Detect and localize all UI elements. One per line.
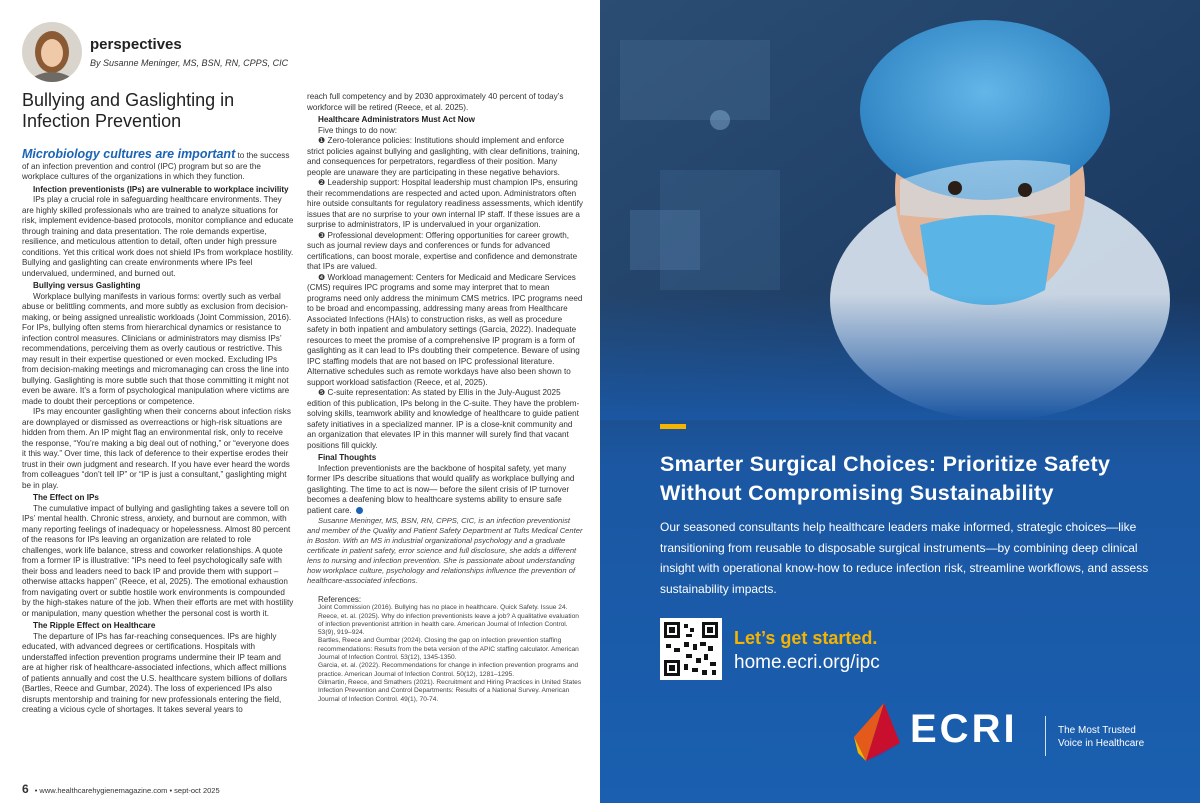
section-heading: Final Thoughts — [318, 453, 377, 462]
references-heading: References: — [318, 595, 362, 604]
logo-divider — [1045, 716, 1046, 756]
final-text: Infection preventionists are the backbone of hospital safety, yet many former IPs describe situations that would qualify as workplace bullying and gaslighting. The time to act is now— before the silent crisis of IP turnover becomes a deafening blow to healthcare systems ability to ensure safe patient care. — [307, 463, 575, 515]
ad-headline: Smarter Surgical Choices: Prioritize Safety Without Compromising Sustainability — [660, 452, 1111, 505]
list-item: ❸ Professional development: Offering opportunities for career growth, such as journal review days and conferences or funds for advanced certifications, can boost morale, expertise and confidence and demonstrate that IPs are valued. — [307, 230, 578, 271]
page-number: 6 — [22, 782, 29, 796]
byline: By Susanne Meninger, MS, BSN, RN, CPPS, CIC — [90, 58, 289, 68]
tagline-line-1: The Most Trusted — [1058, 725, 1136, 736]
ad-url-link[interactable]: home.ecri.org/ipc — [734, 652, 880, 673]
footer-text: • www.healthcarehygienemagazine.com • sept-oct 2025 — [34, 786, 220, 795]
accent-bar — [660, 424, 686, 429]
author-avatar — [22, 22, 82, 82]
list-item: ❷ Leadership support: Hospital leadership must champion IPs, ensuring their recommendations are respected and acted upon. Administrators often hire outside consultants for regulatory readiness assessments, which identify issues that are no surprise to your own internal IP staff. If these issues are a surprise to administrators, IP is undervalued in your organization. — [307, 178, 583, 229]
paragraph: Workplace bullying manifests in various forms: overtly such as verbal abuse or belittling comments, and more subtly as exclusion from decision-making, or being assigned unrealistic workloads (Joint Commission, 2016). For IPs, bullying often stems from hierarchical dynamics or resistance to infection control measures. Clinicians or administrators may dismiss IPs’ recommendations, perceiving them as overly cautious or restrictive. This may result in their expertise questioned or even mocked. Excluding IPs from decision-making meetings and micromanaging can cross the line into bullying. Gaslighting is more subtle such that those committing it might not even be aware. It’s a form of psychological manipulation where victims are made to doubt their perceptions or competence. — [22, 291, 292, 406]
section-heading: The Ripple Effect on Healthcare — [33, 621, 156, 630]
end-mark-icon — [356, 507, 363, 514]
paragraph: The departure of IPs has far-reaching consequences. IPs are highly educated, with advanced degrees or certifications. Hospitals with understaffed infection prevention programs undermine their IP team and are at higher risk of healthcare-associated infections, which affect millions of patients annually and cost the U.S. healthcare system billions of dollars (Bartles, Reece and Gumbar, 2024). The loss of experienced IPs also disrupts mentorship and training for new professionals entering the field, creating a vicious cycle of shortages. It takes several years to — [22, 631, 288, 714]
advertisement-page — [600, 0, 1200, 803]
section-heading: The Effect on IPs — [33, 493, 99, 502]
page-footer — [22, 782, 220, 796]
paragraph: Five things to do now: — [318, 125, 398, 135]
reference-item: Gilmartin, Reece, and Smathers (2021). Recruitment and Hiring Practices in United States Infection Prevention and Control Departments: Results of a National Survey. American Journal of Infection Control. 49(1), 70-74. — [318, 678, 582, 703]
lead-emphasis: Microbiology cultures are important — [22, 147, 236, 161]
tagline-line-2: Voice in Healthcare — [1058, 738, 1145, 749]
list-item: ❺ C-suite representation: As stated by Ellis in the July-August 2025 edition of this publication, IPs belong in the C-suite. They have the problem-solving skills, teamwork ability and knowledge of healthcare to guide patient safety initiatives in a specialized manner. IP is a close-knit community and an organization that elevates IP in this manner will surely find that vacant positions fill quickly. — [307, 388, 580, 450]
article-column-2 — [307, 92, 583, 704]
paragraph: IPs may encounter gaslighting when their concerns about infection risks are downplayed or dismissed as overreactions or high-risk situations are hidden from them. An IP might flag an environmental risk, only to receive the response, “You’re making a big deal out of nothing,” or “everyone does it this way.” Over time, this lack of deference to their expertise erodes their trust in their own judgment and research. If you have ever heard the words from colleagues “don’t tell IP” or “IP is just a consultant,” gaslighting might be in play. — [22, 407, 291, 490]
references — [307, 596, 583, 704]
cta-text: Let’s get started. — [734, 628, 878, 648]
lead-rest: to the success of an infection prevention and control (IPC) program but so are the workplace cultures of the organizations in which they function. — [22, 151, 290, 181]
ecri-logo-text: ECRI — [910, 707, 1018, 751]
paragraph: The cumulative impact of bullying and gaslighting takes a severe toll on IPs’ mental health. Chronic stress, anxiety, and burnout are common, with many reporting feelings of inadequacy or hopelessness. Almost 80 percent of the reasons for IPs leaving an organization are related to role challenges, work life balance, stress and coworker relationships. A quote from a former IP is illustrative: “IPs need to feel psychologically safe with their boss and leaders need to back IP and provide them with support – otherwise attacks happen” (Reece, et al, 2025). The emotional exhaustion from navigating overt or subtle hostile work environments is compounded by the high-stakes nature of the job. When their efforts are met with hostility or manipulation, many question whether the personal cost is worth it. — [22, 503, 294, 618]
paragraph: reach full competency and by 2030 approximately 40 percent of today’s workforce will be retired (Reece, et al. 2025). — [307, 92, 564, 112]
author-bio: Susanne Meninger, MS, BSN, RN, CPPS, CIC, is an infection preventionist and member of the Quality and Patient Safety Department at Tufts Medical Center in Boston. With an MS in industrial organizational psychology and a graduate certificate in patient safety, error science and full disclosure, she adds a different lens to nursing and infection prevention. She is passionate about understanding how workplace culture, psychology and relationships influence the prevention of healthcare-associated infections. — [307, 516, 583, 585]
lead-paragraph — [22, 149, 294, 183]
article-title: Bullying and Gaslighting in Infection Prevention — [22, 90, 235, 131]
section-heading: Infection preventionists (IPs) are vulnerable to workplace incivility — [33, 184, 289, 194]
section-heading: Bullying versus Gaslighting — [33, 281, 141, 290]
ad-hero-image — [600, 0, 1200, 420]
reference-item: Bartles, Reece and Gumbar (2024). Closing the gap on infection prevention staffing recommendations: Results from the beta version of the APIC staffing calculator. American Journal of Infection Control. 53(12), 1345-1350. — [318, 637, 579, 662]
logo-tagline — [1058, 724, 1144, 750]
reference-item: Joint Commission (2016). Bullying has no place in healthcare. Quick Safety. Issue 24. — [318, 604, 568, 612]
ad-body: Our seasoned consultants help healthcare leaders make informed, strategic choices—like transitioning from reusable to disposable surgical instruments—by combining deep clinical insight with operational know-how to reduce infection risk, streamline workflows, and assess sustainability impacts. — [660, 520, 1149, 596]
list-item: ❶ Zero-tolerance policies: Institutions should implement and enforce strict policies against bullying and gaslighting, with clear definitions, training, and consequences for perpetrators, regardless of their position. Many people are unaware they are participating in these negative behaviors. — [307, 136, 580, 177]
section-heading: Healthcare Administrators Must Act Now — [318, 115, 475, 124]
column-name: perspectives — [90, 36, 182, 53]
qr-code[interactable] — [660, 618, 722, 680]
paragraph — [307, 464, 583, 517]
list-item: ❹ Workload management: Centers for Medicaid and Medicare Services (CMS) requires IPC programs and some may interpret that to mean programs need only address the minimum CMS metrics. IPC programs need to be broad and encompassing, addressing many areas from Healthcare Associated Infections (HAIs) to construction risks, as well as procedure safety in both inpatient and ambulatory settings (Garcia, 2022). Inadequate resources to meet the promise of a comprehensive IP program is a form of gaslighting as it can lead to IPs doubting their competence. Beware of using IPC staffing models that are not based on IPC professional literature. Alternative schedules such as remote workdays have also been shown to support workload satisfaction (Reece, et al, 2025). — [307, 272, 583, 387]
reference-item: Reece, et. al. (2025). Why do infection preventionists leave a job? A qualitative evaluation of infection preventionist attrition in health care. American Journal of Infection Control. 53(9), 919–924. — [318, 612, 579, 637]
reference-item: Garcia, et. al. (2022). Recommendations for change in infection prevention programs and practice. American Journal of Infection Control. 50(12), 1281–1295. — [318, 662, 579, 678]
ecri-logo-icon — [854, 703, 900, 761]
paragraph: IPs play a crucial role in safeguarding healthcare environments. They are highly skilled professionals who are trained to analyze situations for risk, implement evidence-based protocols, monitor compliance and educate through training and data presentation. The role demands expertise, resilience, and meticulous attention to detail, often under high pressure conditions. Yet this critical work does not shield IPs from workplace hostility. Bullying and gaslighting can create environments where IPs feel undervalued, undermined, and burned out. — [22, 195, 294, 278]
article-column-1 — [22, 149, 294, 716]
